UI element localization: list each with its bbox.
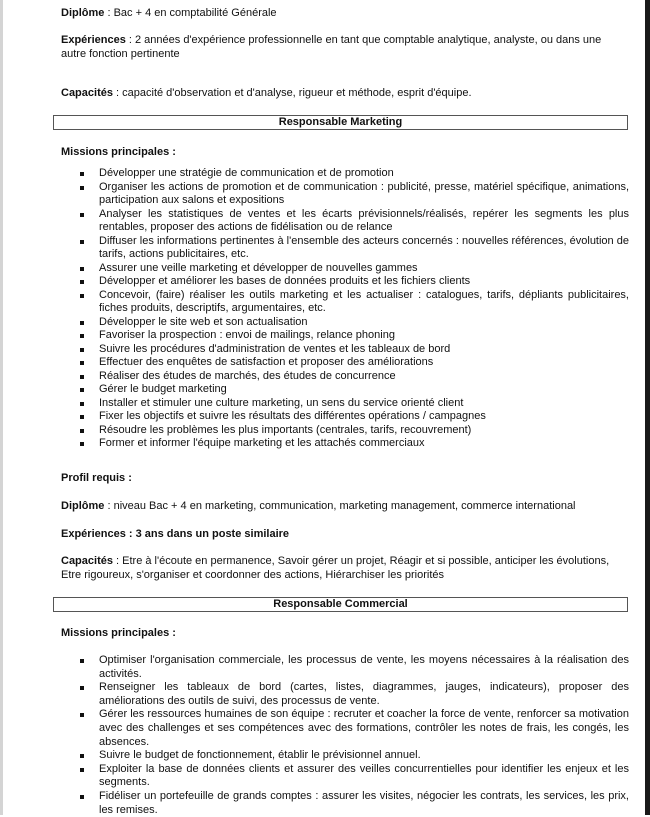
list-item: Fixer les objectifs et suivre les résultats des différentes opérations / campagnes bbox=[99, 410, 629, 424]
marketing-section-header: Responsable Marketing bbox=[53, 115, 628, 130]
list-item: Résoudre les problèmes les plus importants (centrales, tarifs, recouvrement) bbox=[99, 424, 629, 438]
list-item: Exploiter la base de données clients et assurer des veilles concurrentielles pour identifier les enjeux et les segments. bbox=[99, 762, 629, 789]
list-item: Concevoir, (faire) réaliser les outils marketing et les actualiser : catalogues, tarifs, dépliants publicitaires, fiches produits, descriptifs, argumentaires, etc. bbox=[99, 288, 629, 314]
previous-experiences: Expériences : 2 années d'expérience professionnelle en tant que comptable analytique, analyste, ou dans une autre fonction pertinente bbox=[61, 34, 602, 60]
marketing-experiences: Expériences : 3 ans dans un poste similaire bbox=[61, 528, 290, 540]
list-item: Analyser les statistiques de ventes et les écarts prévisionnels/réalisés, repérer les segments les plus rentables, proposer des actions de fidélisation ou de relance bbox=[99, 207, 629, 233]
list-item: Favoriser la prospection : envoi de mailings, relance phoning bbox=[99, 329, 629, 343]
list-item: Gérer le budget marketing bbox=[99, 383, 629, 397]
marketing-missions-heading: Missions principales : bbox=[61, 146, 176, 158]
list-item: Suivre le budget de fonctionnement, établir le prévisionnel annuel. bbox=[99, 749, 629, 763]
list-item: Diffuser les informations pertinentes à l'ensemble des acteurs concernés : nouvelles références, évolution de tarifs, actions publicitaires, etc. bbox=[99, 234, 629, 260]
list-item: Effectuer des enquêtes de satisfaction et proposer des améliorations bbox=[99, 356, 629, 370]
list-item: Suivre les procédures d'administration de ventes et les tableaux de bord bbox=[99, 343, 629, 357]
previous-capacites: Capacités : capacité d'observation et d'analyse, rigueur et méthode, esprit d'équipe. bbox=[61, 87, 472, 99]
commercial-missions-heading: Missions principales : bbox=[61, 627, 176, 639]
list-item: Développer et améliorer les bases de données produits et les fichiers clients bbox=[99, 275, 629, 289]
list-item: Renseigner les tableaux de bord (cartes, listes, diagrammes, jauges, indicateurs), proposer des améliorations des outils de suivi, des processus de vente. bbox=[99, 681, 629, 707]
page-shadow-left bbox=[0, 0, 3, 815]
list-item: Gérer les ressources humaines de son équipe : recruter et coacher la force de vente, renforcer sa motivation avec des challenges et ses compétences avec des formations, contrôler les notes de frais, les congés, les absences. bbox=[99, 708, 629, 748]
marketing-missions-list bbox=[99, 167, 629, 451]
list-item: Assurer une veille marketing et développer de nouvelles gammes bbox=[99, 262, 629, 276]
commercial-missions-list bbox=[99, 654, 629, 817]
list-item: Former et informer l'équipe marketing et les attachés commerciaux bbox=[99, 437, 629, 451]
previous-diplome: Diplôme : Bac + 4 en comptabilité Générale bbox=[61, 7, 277, 19]
commercial-section-header: Responsable Commercial bbox=[53, 597, 628, 612]
marketing-diplome: Diplôme : niveau Bac + 4 en marketing, communication, marketing management, commerce international bbox=[61, 500, 576, 512]
list-item: Développer le site web et son actualisation bbox=[99, 316, 629, 330]
list-item: Installer et stimuler une culture marketing, un sens du service orienté client bbox=[99, 397, 629, 411]
list-item: Organiser les actions de promotion et de communication : publicité, presse, matériel spécifique, animations, participation aux salons et expositions bbox=[99, 180, 629, 206]
list-item: Développer une stratégie de communication et de promotion bbox=[99, 167, 629, 181]
list-item: Réaliser des études de marchés, des études de concurrence bbox=[99, 370, 629, 384]
list-item: Fidéliser un portefeuille de grands comptes : assurer les visites, négocier les contrats, les services, les prix, les remises. bbox=[99, 789, 629, 816]
marketing-profil-heading: Profil requis : bbox=[61, 472, 132, 484]
marketing-capacites: Capacités : Etre à l'écoute en permanence, Savoir gérer un projet, Réagir et si possible, anticiper les évolutions, Etre rigoureux, s'organiser et coordonner des actions, Hiérarchiser les priorités bbox=[61, 555, 610, 581]
window-border-right bbox=[645, 0, 650, 815]
list-item: Optimiser l'organisation commerciale, les processus de vente, les moyens nécessaires à la réalisation des activités. bbox=[99, 654, 629, 680]
